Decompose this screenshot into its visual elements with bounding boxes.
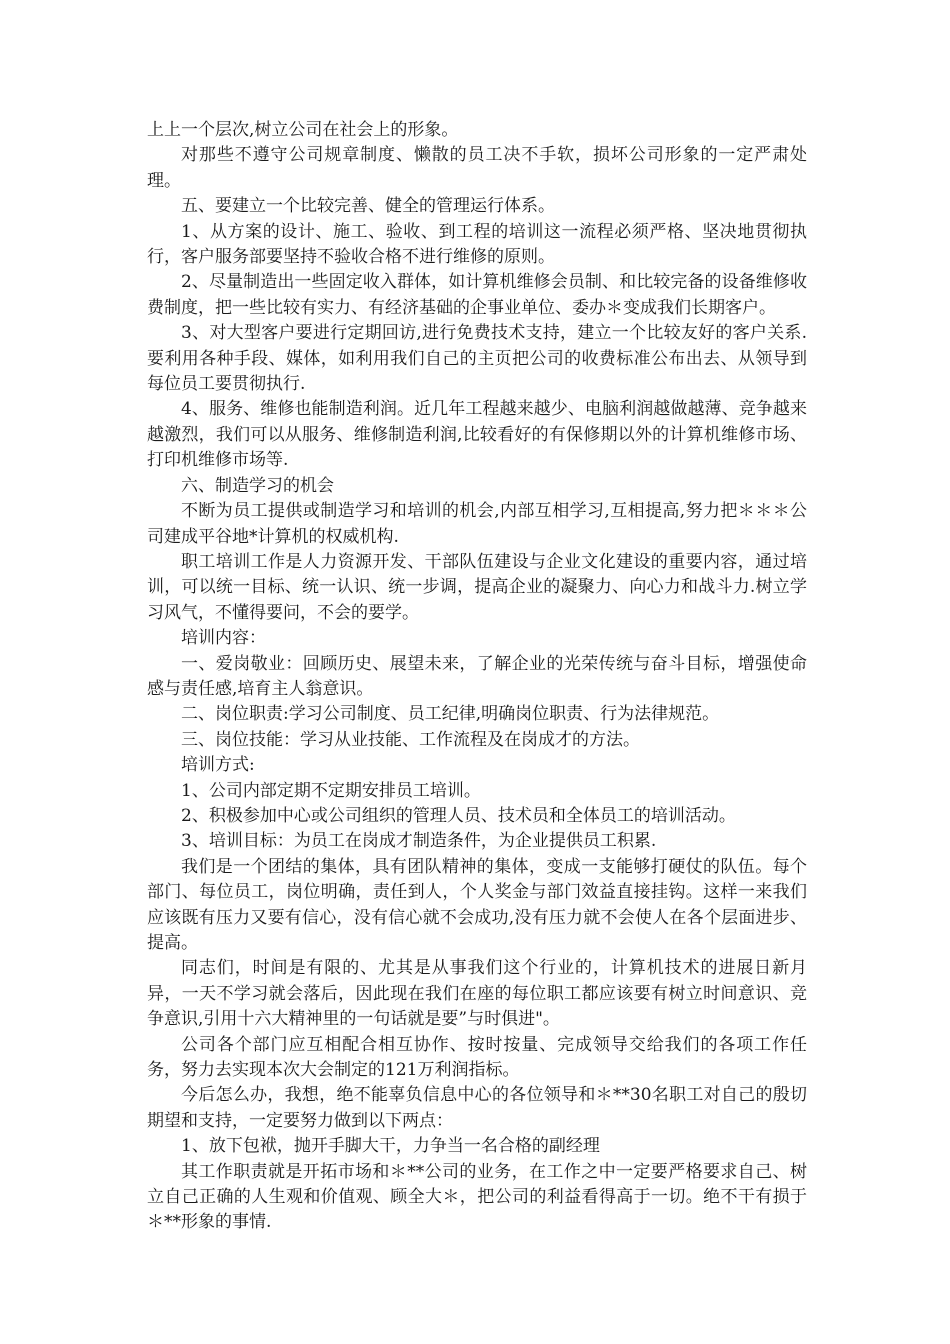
paragraph: 同志们，时间是有限的、尤其是从事我们这个行业的，计算机技术的进展日新月异，一天不学习就会落后，因此现在我们在座的每位职工都应该要有树立时间意识、竞争意识,引用十六大精神里的一句话就是要”与时俱进"。	[147, 958, 807, 1030]
paragraph: 2、积极参加中心或公司组织的管理人员、技术员和全体员工的培训活动。	[181, 805, 736, 826]
paragraph: 二、岗位职责:学习公司制度、员工纪律,明确岗位职责、行为法律规范。	[181, 704, 720, 725]
paragraph: 培训方式:	[181, 755, 255, 776]
paragraph: 2、尽量制造出一些固定收入群体，如计算机维修会员制、和比较完备的设备维修收费制度，把一些比较有实力、有经济基础的企事业单位、委办＊变成我们长期客户。	[147, 272, 807, 318]
paragraph: 1、放下包袱，抛开手脚大干，力争当一名合格的副经理	[181, 1136, 600, 1157]
paragraph: 1、公司内部定期不定期安排员工培训。	[181, 780, 481, 801]
paragraph: 我们是一个团结的集体，具有团队精神的集体，变成一支能够打硬仗的队伍。每个部门、每位员工，岗位明确，责任到人，个人奖金与部门效益直接挂钩。这样一来我们应该既有压力又要有信心，没有信心就不会成功,没有压力就不会使人在各个层面进步、提高。	[147, 856, 807, 953]
paragraph: 六、制造学习的机会	[181, 475, 334, 496]
paragraph: 三、岗位技能：学习从业技能、工作流程及在岗成才的方法。	[181, 729, 640, 750]
paragraph: 其工作职责就是开拓市场和＊**公司的业务，在工作之中一定要严格要求自己、树立自己正确的人生观和价值观、顾全大＊，把公司的利益看得高于一切。绝不干有损于＊**形象的事情.	[147, 1161, 807, 1233]
document-page	[147, 118, 807, 1236]
paragraph: 3、对大型客户要进行定期回访,进行免费技术支持，建立一个比较友好的客户关系.要利用各种手段、媒体，如利用我们自己的主页把公司的收费标准公布出去、从领导到每位员工要贯彻执行.	[147, 323, 807, 395]
paragraph: 对那些不遵守公司规章制度、懒散的员工决不手软，损坏公司形象的一定严肃处理。	[147, 145, 807, 191]
paragraph: 五、要建立一个比较完善、健全的管理运行体系。	[181, 196, 555, 217]
paragraph: 培训内容：	[181, 628, 266, 649]
paragraph: 公司各个部门应互相配合相互协作、按时按量、完成领导交给我们的各项工作任务，努力去实现本次大会制定的121万利润指标。	[147, 1034, 807, 1081]
paragraph: 今后怎么办，我想，绝不能辜负信息中心的各位领导和＊**30名职工对自己的殷切期望和支持，一定要努力做到以下两点：	[147, 1085, 807, 1131]
paragraph: 不断为员工提供或制造学习和培训的机会,内部互相学习,互相提高,努力把＊＊＊公司建成平谷地*计算机的权威机构.	[147, 501, 807, 547]
paragraph: 职工培训工作是人力资源开发、干部队伍建设与企业文化建设的重要内容，通过培训，可以统一目标、统一认识、统一步调，提高企业的凝聚力、向心力和战斗力.树立学习风气，不懂得要问，不会的要学。	[147, 551, 807, 623]
paragraph: 3、培训目标：为员工在岗成才制造条件，为企业提供员工积累.	[181, 831, 657, 852]
paragraph: 4、服务、维修也能制造利润。近几年工程越来越少、电脑利润越做越薄、竞争越来越激烈，我们可以从服务、维修制造利润,比较看好的有保修期以外的计算机维修市场、打印机维修市场等.	[147, 399, 807, 471]
paragraph: 上上一个层次,树立公司在社会上的形象。	[147, 120, 459, 140]
paragraph: 一、爱岗敬业：回顾历史、展望未来，了解企业的光荣传统与奋斗目标，增强使命感与责任感,培育主人翁意识。	[147, 653, 807, 699]
paragraph: 1、从方案的设计、施工、验收、到工程的培训这一流程必须严格、坚决地贯彻执行，客户服务部要坚持不验收合格不进行维修的原则。	[147, 221, 807, 268]
